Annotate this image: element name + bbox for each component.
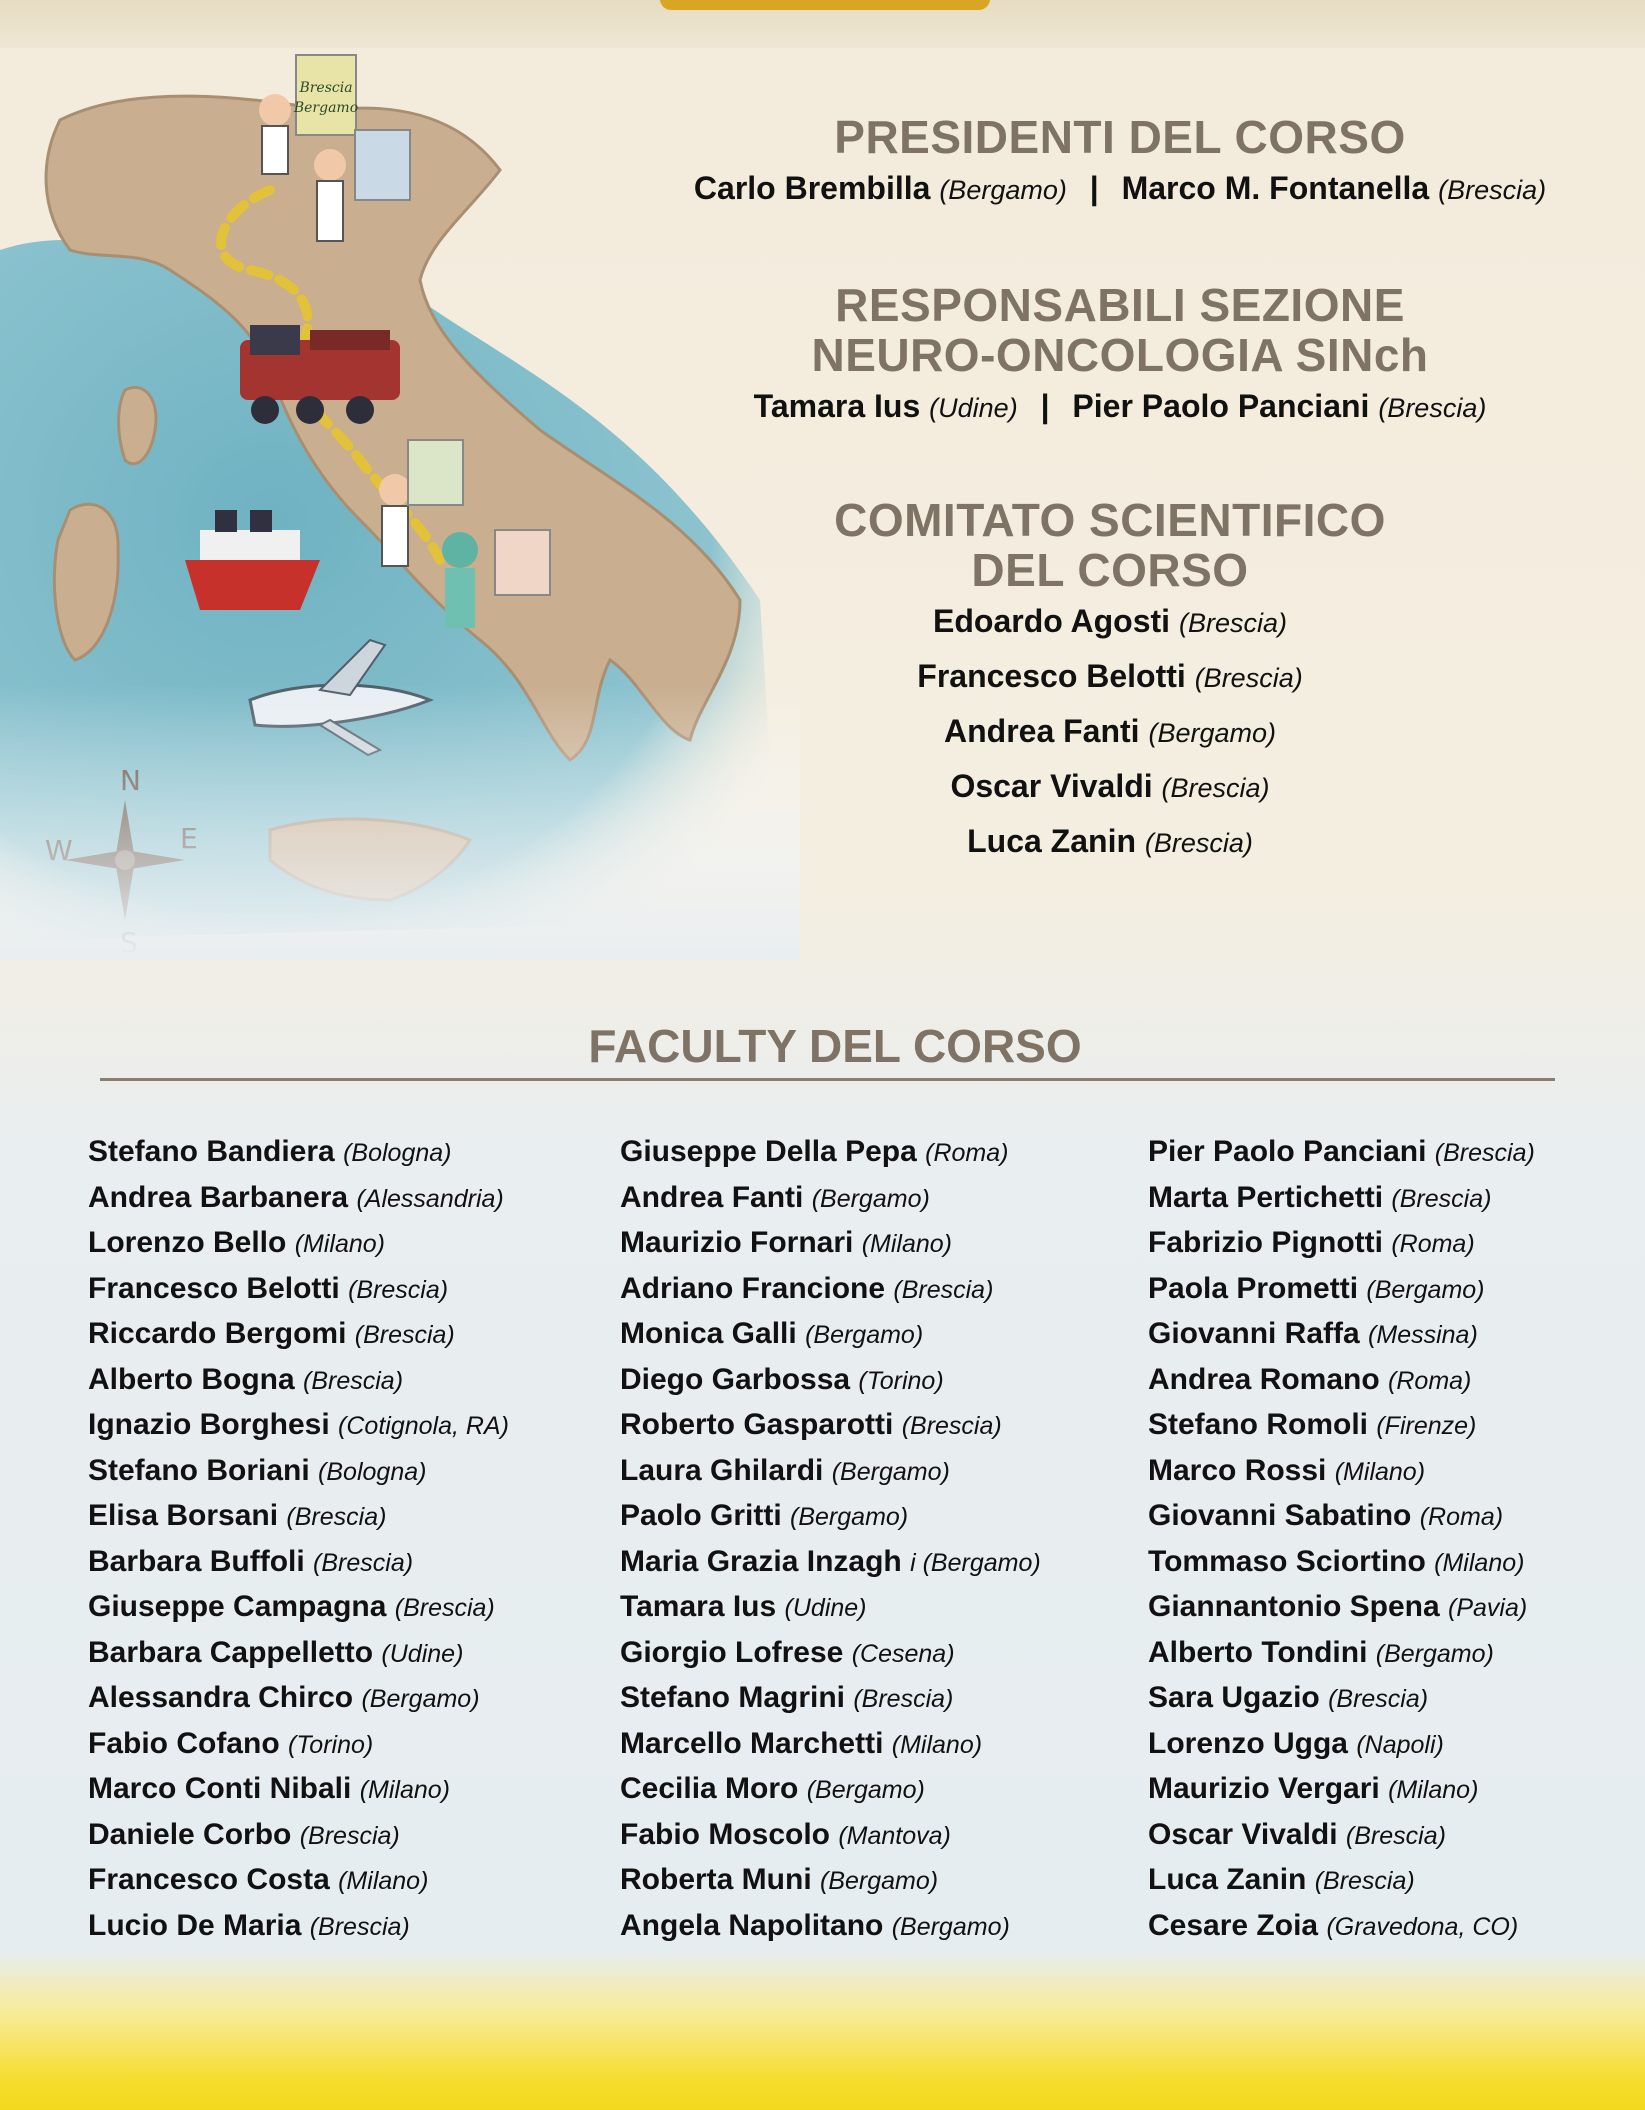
list-item [1148,1494,1535,1540]
person-name: Adriano Francione [620,1271,886,1305]
comitato-title-line1: COMITATO SCIENTIFICO [834,494,1386,546]
list-item [620,1631,1041,1677]
person-name: Fabrizio Pignotti [1148,1226,1383,1259]
person-name: Luca Zanin [1148,1863,1307,1896]
person-name: Andrea Barbanera [88,1180,349,1214]
person-name: Francesco Belotti [88,1271,340,1305]
list-item [1148,1176,1535,1222]
person-city: (Brescia) [1144,828,1253,858]
person-city: (Bologna) [343,1139,452,1167]
person-name: Barbara Cappelletto [88,1635,374,1669]
person-name: Paolo Gritti [620,1499,782,1532]
person-name: Marco Conti Nibali [88,1772,352,1805]
list-item [620,1540,1041,1586]
list-item [88,1540,509,1586]
person-city: (Milano) [359,1776,450,1804]
list-item [1148,1267,1535,1313]
person-city: (Roma) [1391,1230,1475,1258]
list-item [620,1221,1041,1267]
person-name: Elisa Borsani [88,1499,279,1532]
separator: | [1040,388,1050,424]
person-city: (Bergamo) [805,1321,924,1349]
person-name: Stefano Boriani [88,1453,310,1487]
separator: | [1089,170,1099,206]
presidenti-section [640,112,1600,216]
person-city: (Brescia) [1438,175,1547,205]
person-city: (Roma) [1388,1366,1472,1395]
list-item [620,1130,1041,1176]
person-city: (Udine) [784,1594,867,1622]
person-name: Marcello Marchetti [620,1726,884,1760]
person-name: Maurizio Fornari [620,1226,854,1259]
person-city: (Milano) [1334,1457,1426,1486]
person-city: (Milano) [1388,1776,1479,1804]
presidenti-line [640,162,1600,216]
person-city: (Milano) [891,1730,983,1759]
person-name: Riccardo Bergomi [88,1317,347,1350]
list-item [88,1221,509,1267]
list-item [88,1358,509,1404]
person-name: Ignazio Borghesi [88,1408,330,1441]
list-item [620,1676,1041,1722]
list-item [88,1631,509,1677]
faculty-column-2 [620,1130,1041,1949]
list-item [1148,1631,1535,1677]
person-city: (Bergamo) [811,1184,930,1213]
person-name: Fabio Cofano [88,1726,280,1760]
person-name: Francesco Belotti [917,658,1186,694]
list-item [88,1267,509,1313]
list-item [620,1403,1041,1449]
person-name: Andrea Fanti [620,1180,804,1214]
person-city: (Brescia) [1314,1867,1415,1895]
person-city: (Brescia) [303,1366,404,1395]
person-name: Oscar Vivaldi [950,768,1153,804]
person-name: Andrea Fanti [943,713,1140,749]
person-city: (Brescia) [309,1912,410,1941]
person-city: (Brescia) [299,1821,400,1850]
person-name: Giovanni Sabatino [1148,1499,1412,1532]
person-city: (Brescia) [1194,663,1303,693]
person-city: (Alessandria) [356,1184,504,1213]
person-city: (Brescia) [1178,608,1287,638]
person-city: (Brescia) [1345,1821,1446,1850]
person-name: Luca Zanin [967,823,1136,859]
person-city: (Bergamo) [806,1776,925,1804]
person-city: (Roma) [1419,1503,1504,1531]
person-city: (Bergamo) [361,1685,480,1713]
responsabili-line [640,380,1600,434]
person-name: Laura Ghilardi [620,1453,824,1487]
list-item [640,650,1580,705]
person-city: (Firenze) [1376,1412,1477,1440]
person-city: (Messina) [1368,1321,1478,1349]
list-item [88,1722,509,1768]
list-item [1148,1858,1535,1904]
person-name: Oscar Vivaldi [1148,1817,1338,1851]
list-item [88,1449,509,1495]
comitato-list [640,595,1580,870]
list-item [620,1494,1041,1540]
list-item [1148,1722,1535,1768]
list-item [640,815,1580,870]
person-name: Marta Pertichetti [1148,1180,1384,1214]
list-item [620,1358,1041,1404]
person-city: (Cotignola, RA) [338,1412,509,1440]
responsabili-title-line1: RESPONSABILI SEZIONE [835,279,1405,331]
person-city: (Bergamo) [820,1867,939,1895]
person-name: Andrea Romano [1148,1362,1380,1396]
faculty-column-1 [88,1130,509,1949]
list-item [620,1904,1041,1950]
responsabili-title-line2: NEURO-ONCOLOGIA SINch [811,329,1429,381]
person-name: Sara Ugazio [1148,1681,1320,1714]
person-name: Diego Garbossa [620,1362,851,1396]
person-city: (Udine) [929,393,1018,423]
person-name: Monica Galli [620,1317,797,1350]
comitato-title-line2: DEL CORSO [971,544,1249,596]
list-item [1148,1813,1535,1859]
person-city: (Brescia) [1328,1685,1429,1713]
person-name: Lorenzo Ugga [1148,1726,1348,1760]
person-name: Giannantonio Spena [1148,1590,1440,1623]
person-name: Giuseppe Della Pepa [620,1135,917,1168]
person-city: (Bologna) [318,1457,427,1486]
person-city: (Bergamo) [831,1457,950,1486]
person-name: Alberto Bogna [88,1362,295,1396]
person-name: Alessandra Chirco [88,1681,354,1714]
person-name: Edoardo Agosti [933,603,1171,639]
person-name: Francesco Costa [88,1863,330,1896]
faculty-column-3 [1148,1130,1535,1949]
list-item [88,1858,509,1904]
person-city: (Milano) [1434,1548,1525,1577]
person-city: (Brescia) [1391,1184,1492,1213]
person-city: (Torino) [288,1730,374,1759]
list-item [88,1403,509,1449]
person-city: (Brescia) [853,1685,954,1713]
person-name: Maria Grazia Inzagh [620,1544,902,1578]
person-name: Tamara Ius [753,388,921,424]
person-city: (Brescia) [893,1275,994,1304]
list-item [1148,1312,1535,1358]
list-item [1148,1585,1535,1631]
list-item [88,1176,509,1222]
list-item [1148,1904,1535,1950]
person-city: (Bergamo) [790,1503,909,1531]
person-name: Stefano Bandiera [88,1135,335,1168]
person-name: Angela Napolitano [620,1908,884,1942]
presidenti-title: PRESIDENTI DEL CORSO [834,111,1406,163]
person-name: Pier Paolo Panciani [1072,388,1370,424]
person-city: (Gravedona, CO) [1326,1912,1519,1941]
person-name: Maurizio Vergari [1148,1772,1380,1805]
list-item [620,1312,1041,1358]
person-name: Cesare Zoia [1148,1908,1319,1942]
list-item [620,1449,1041,1495]
faculty-divider [100,1078,1555,1081]
list-item [88,1767,509,1813]
list-item [620,1767,1041,1813]
list-item [620,1267,1041,1313]
person-city: (Brescia) [1434,1139,1535,1167]
person-name: Marco Rossi [1148,1453,1327,1487]
list-item [1148,1449,1535,1495]
person-name: Tamara Ius [620,1590,777,1623]
person-city: (Brescia) [348,1275,449,1304]
list-item [88,1813,509,1859]
person-name: Roberto Gasparotti [620,1408,894,1441]
list-item [88,1676,509,1722]
person-city: (Napoli) [1356,1730,1444,1759]
faculty-title: FACULTY DEL CORSO [588,1020,1082,1072]
person-name: Marco M. Fontanella [1121,170,1430,206]
person-city: (Udine) [381,1639,464,1668]
person-city: (Pavia) [1448,1594,1528,1622]
person-city: (Cesena) [851,1639,955,1668]
list-item [88,1494,509,1540]
list-item [88,1904,509,1950]
list-item [88,1585,509,1631]
person-city: (Brescia) [901,1412,1002,1440]
person-city: (Bergamo) [891,1912,1010,1941]
list-item [640,705,1580,760]
person-city: (Mantova) [838,1821,951,1850]
list-item [1148,1403,1535,1449]
list-item [640,595,1580,650]
list-item [88,1130,509,1176]
person-city: (Brescia) [1161,773,1270,803]
list-item [640,760,1580,815]
list-item [620,1858,1041,1904]
person-city: (Brescia) [1378,393,1487,423]
person-name: Lucio De Maria [88,1908,302,1942]
list-item [620,1176,1041,1222]
person-name: Fabio Moscolo [620,1817,830,1851]
list-item [620,1585,1041,1631]
list-item [1148,1767,1535,1813]
person-city: i (Bergamo) [910,1548,1041,1577]
person-name: Stefano Magrini [620,1681,846,1714]
person-name: Roberta Muni [620,1863,812,1896]
list-item [88,1312,509,1358]
list-item [1148,1358,1535,1404]
person-name: Giuseppe Campagna [88,1590,387,1623]
person-city: (Milano) [861,1230,952,1258]
person-city: (Brescia) [313,1548,414,1577]
person-name: Barbara Buffoli [88,1544,305,1578]
list-item [620,1722,1041,1768]
person-name: Cecilia Moro [620,1772,799,1805]
responsabili-section [640,280,1600,434]
person-city: (Brescia) [286,1503,387,1531]
person-name: Daniele Corbo [88,1817,292,1851]
person-name: Pier Paolo Panciani [1148,1135,1427,1168]
person-city: (Milano) [294,1230,385,1258]
list-item [620,1813,1041,1859]
person-name: Paola Prometti [1148,1271,1359,1305]
person-city: (Bergamo) [1375,1639,1494,1668]
list-item [1148,1540,1535,1586]
person-name: Giovanni Raffa [1148,1317,1360,1350]
person-city: (Milano) [338,1867,429,1895]
comitato-section [640,495,1580,870]
list-item [1148,1130,1535,1176]
person-city: (Torino) [858,1366,944,1395]
person-city: (Bergamo) [1366,1275,1485,1304]
person-name: Tommaso Sciortino [1148,1544,1426,1578]
list-item [1148,1221,1535,1267]
person-city: (Roma) [925,1139,1009,1167]
person-name: Stefano Romoli [1148,1408,1369,1441]
person-city: (Bergamo) [1148,718,1276,748]
person-name: Giorgio Lofrese [620,1635,844,1669]
person-city: (Brescia) [394,1594,495,1622]
list-item [1148,1676,1535,1722]
person-city: (Bergamo) [939,175,1067,205]
person-name: Carlo Brembilla [693,170,931,206]
person-name: Lorenzo Bello [88,1226,287,1259]
person-name: Alberto Tondini [1148,1635,1368,1669]
person-city: (Brescia) [354,1321,455,1349]
